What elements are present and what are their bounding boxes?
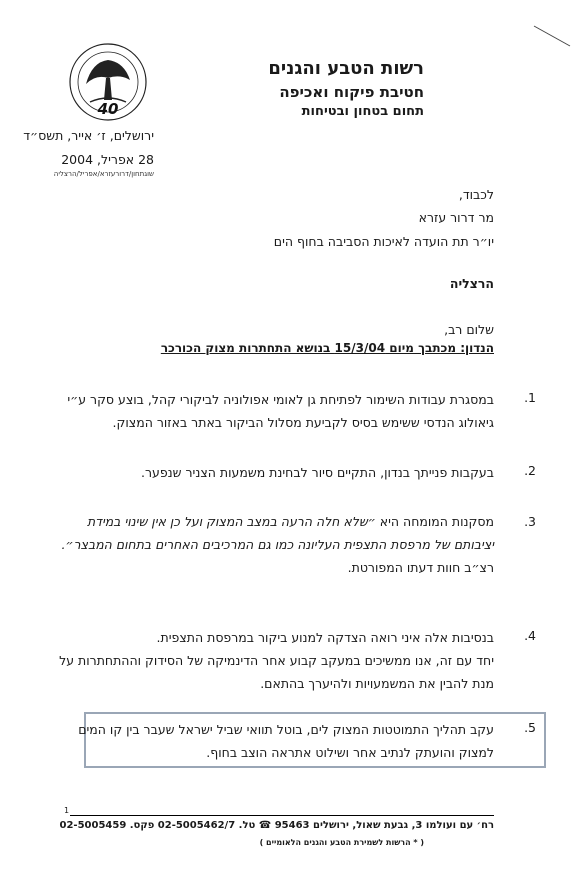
gregorian-date: 28 אפריל, 2004 [61,152,154,167]
greeting: שלום רב, [444,322,494,337]
recipient-title: יו״ר תת הועדה לאיכות הסביבה בחוף הים [273,234,494,249]
paragraph-text: בעקבות פנייתך בנדון, התקיים סיור לבחינת משמעות הצניר שנפער. [141,465,494,480]
reference-code: שוגתחון/דרורעזרא/אפריל/הרצליה [53,170,154,178]
paragraph-text: במסגרת עבודות השימור לפתיחת גן לאומי אפולוניה לביקורי קהל, בוצע סקר ע״י גיאולוג הנדסי ששימש בסיס לקביעת מסלול הביקור באתר באזור המצוק. [67,392,494,430]
paragraph-text-after: רצ״ב חוות דעתו המפורטת. [347,560,494,575]
logo-emblem-icon [62,38,154,124]
page-number: 1 [64,806,70,815]
paragraph-number: .5 [524,720,536,735]
paragraph-text-line: בנסיבות אלה איני רואה הצדקה למנוע ביקור במרפסת התצפית. [156,630,494,645]
paragraph-number: .4 [524,628,536,643]
recipient-name: מר דרור עזרא [418,210,494,225]
footer-note: ( * הרשות לשמירת הטבע והגנים הלאומיים ) [259,838,424,847]
paragraph-text: עקב תהליך התמוטטות המצוק לים, בוטל תוואי שביל ישראל שעבר בין קו המים למצוק והועתק לנתיב אחר ושילוט אתראה הוצב בחוף. [78,722,494,760]
expert-quote: ״שלא חלה הרעה במצב המצוק ועל כן אין שינוי במידת יציבותם של מרפסת התצפית העליונה כמו גם המרכיבים האחרים בתחום המבצר״. [61,514,494,552]
to-label: לכבוד, [458,187,494,202]
pen-mark [532,24,572,48]
division-name: חטיבת פיקוח ואכיפה [279,83,424,101]
paragraph-number: .2 [524,463,536,478]
hebrew-date: ירושלים, ז׳ אייר, תשס״ד [23,128,154,143]
recipient-city: הרצליה [449,276,494,291]
subject-line: הנדון: מכתבך מיום 15/3/04 בנושא התחתרות מצוק הכורכר [160,341,494,355]
paragraph-text-line: יחד עם זה, אנו ממשיכים במעקב קבוע אחר הדינמיקה של הסידוק וההתחתרות על מנת להבין את המשמעויות ולהיערך בהתאם. [59,653,494,691]
paragraph-text [54,510,494,579]
department-name: תחום בטחון ובטיחות [301,104,424,119]
paragraph-text [54,626,494,695]
org-name: רשות הטבע והגנים [268,58,424,79]
paragraph-number: .3 [524,514,536,529]
paragraph-number: .1 [524,390,536,405]
logo-number: 40 [97,100,119,118]
paragraph-text-plain: מסקנות המומחה היא [379,514,494,529]
footer-address: רח׳ עם ועולמו 3, גבעת שאול, ירושלים 95463 ☎ טל. 02-5005462/7 פקס. 02-5005459 [59,820,494,831]
footer-divider [70,815,494,816]
